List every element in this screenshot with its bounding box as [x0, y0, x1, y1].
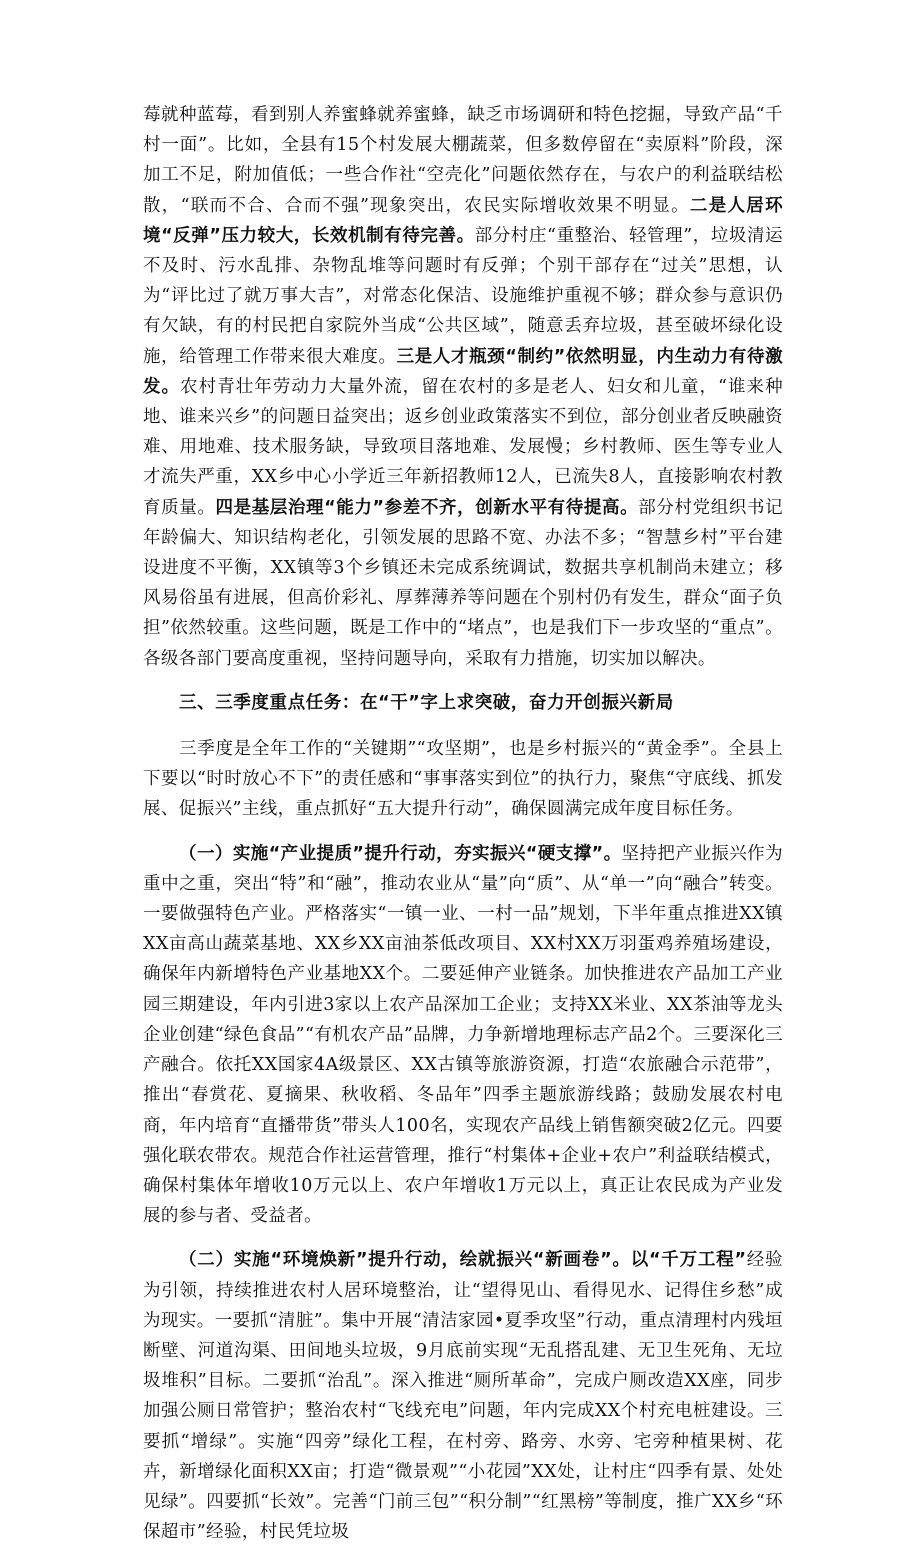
document-page — [143, 100, 783, 1561]
text-run: 经验为引领，持续推进农村人居环境整治，让“望得见山、看得见水、记得住乡愁”成为现实。一要抓“清脏”。集中开展“清洁家园•夏季攻坚”行动，重点清理村内残垣断壁、河道沟渠、田间地头垃圾，9月底前实现“无乱搭乱建、无卫生死角、无垃圾堆积”目标。二要抓“治乱”。深入推进“厕所革命”，完成户厕改造XX座，同步加强公厕日常管护；整治农村“飞线充电”问题，年内完成XX个村充电桩建设。三要抓“增绿”。实施“四旁”绿化工程，在村旁、路旁、水旁、宅旁种植果树、花卉，新增绿化面积XX亩；打造“微景观”“小花园”XX处，让村庄“四季有景、处处见绿”。四要抓“长效”。完善“门前三包”“积分制”“红黑榜”等制度，推广XX乡“环保超市”经验，村民凭垃圾 — [143, 1250, 783, 1543]
paragraph-industry-upgrade — [143, 839, 783, 1232]
bold-run: （二）实施“环境焕新”提升行动，绘就振兴“新画卷”。以“千万工程” — [179, 1250, 747, 1271]
text-run: 坚持把产业振兴作为重中之重，突出“特”和“融”，推动农业从“量”向“质”、从“单一”向“融合”转变。一要做强特色产业。严格落实“一镇一业、一村一品”规划，下半年重点推进XX镇XX亩高山蔬菜基地、XX乡XX亩油茶低改项目、XX村XX万羽蛋鸡养殖场建设，确保年内新增特色产业基地XX个。二要延伸产业链条。加快推进农产品加工产业园三期建设，年内引进3家以上农产品深加工企业；支持XX米业、XX茶油等龙头企业创建“绿色食品”“有机农产品”品牌，力争新增地理标志产品2个。三要深化三产融合。依托XX国家4A级景区、XX古镇等旅游资源，打造“农旅融合示范带”，推出“春赏花、夏摘果、秋收稻、冬品年”四季主题旅游线路；鼓励发展农村电商，年内培育“直播带货”带头人100名，实现农产品线上销售额突破2亿元。四要强化联农带农。规范合作社运营管理，推行“村集体+企业+农户”利益联结模式，确保村集体年增收10万元以上、农户年增收1万元以上，真正让农民成为产业发展的参与者、受益者。 — [143, 843, 783, 1227]
paragraph-section2-problems — [143, 100, 783, 674]
bold-run: 二是人居环境“反弹”压力较大，长效机制有待完善。 — [143, 195, 783, 246]
text-run: 部分村庄“重整治、轻管理”，垃圾清运不及时、污水乱排、杂物乱堆等问题时有反弹；个别干部存在“过关”思想，认为“评比过了就万事大吉”，对常态化保洁、设施维护重视不够；群众参与意识仍有欠缺，有的村民把自家院外当成“公共区域”，随意丢弃垃圾，甚至破坏绿化设施，给管理工作带来很大难度。 — [143, 225, 784, 367]
text-run: 部分村党组织书记年龄偏大、知识结构老化，引领发展的思路不宽、办法不多；“智慧乡村”平台建设进度不平衡，XX镇等3个乡镇还未完成系统调试，数据共享机制尚未建立；移风易俗虽有进展，但高价彩礼、厚葬薄养等问题在个别村仍有发生，群众“面子负担”依然较重。这些问题，既是工作中的“堵点”，也是我们下一步攻坚的“重点”。各级各部门要高度重视，坚持问题导向，采取有力措施，切实加以解决。 — [143, 497, 783, 669]
bold-run: （一）实施“产业提质”提升行动，夯实振兴“硬支撑”。 — [179, 843, 622, 864]
section-heading-3: 三、三季度重点任务：在“干”字上求突破，奋力开创振兴新局 — [179, 692, 674, 713]
text-run: 农村青壮年劳动力大量外流，留在农村的多是老人、妇女和儿童，“谁来种地、谁来兴乡”的问题日益突出；返乡创业政策落实不到位，部分创业者反映融资难、用地难、技术服务缺，导致项目落地难、发展慢；乡村教师、医生等专业人才流失严重，XX乡中心小学近三年新招教师12人，已流失8人，直接影响农村教育质量。 — [143, 376, 783, 518]
bold-run: 三是人才瓶颈“制约”依然明显，内生动力有待激发。 — [143, 346, 783, 397]
bold-run: 四是基层治理“能力”参差不齐，创新水平有待提高。 — [215, 497, 639, 518]
text-run: 莓就种蓝莓，看到别人养蜜蜂就养蜜蜂，缺乏市场调研和特色挖掘，导致产品“千村一面”。比如，全县有15个村发展大棚蔬菜，但多数停留在“卖原料”阶段，深加工不足，附加值低；一些合作社“空壳化”问题依然存在，与农户的利益联结松散，“联而不合、合而不强”现象突出，农民实际增收效果不明显。 — [143, 105, 783, 216]
text-run: 三季度是全年工作的“关键期”“攻坚期”，也是乡村振兴的“黄金季”。全县上下要以“时时放心不下”的责任感和“事事落实到位”的执行力，聚焦“守底线、抓发展、促振兴”主线，重点抓好“五大提升行动”，确保圆满完成年度目标任务。 — [143, 739, 783, 820]
paragraph-section3-intro — [143, 734, 783, 825]
paragraph-environment-renewal — [143, 1245, 783, 1547]
